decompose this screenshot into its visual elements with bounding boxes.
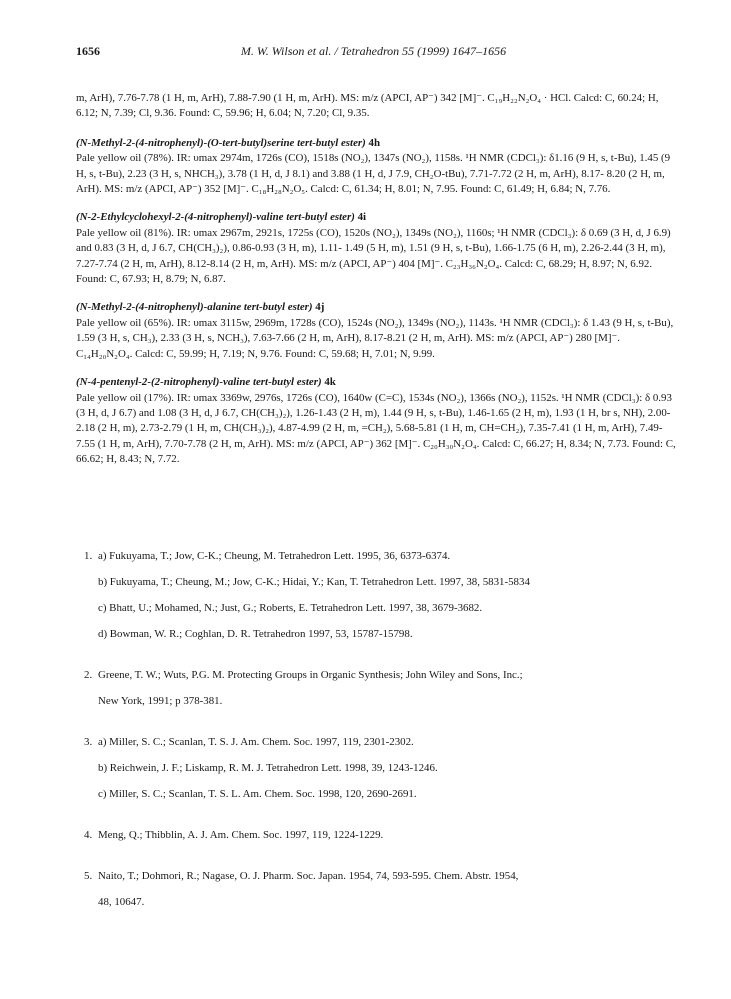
reference-1b: b) Fukuyama, T.; Cheung, M.; Jow, C-K.; Hidai, Y.; Kan, T. Tetrahedron Lett. 1997, 38, 5831-5834	[98, 576, 530, 588]
reference-3c: c) Miller, S. C.; Scanlan, T. S. L. Am. Chem. Soc. 1998, 120, 2690-2691.	[98, 788, 417, 800]
reference-number: 1.	[84, 550, 93, 562]
compound-label: 4k	[324, 376, 336, 389]
reference-1c: c) Bhatt, U.; Mohamed, N.; Just, G.; Roberts, E. Tetrahedron Lett. 1997, 38, 3679-3682.	[98, 602, 483, 614]
reference-3a: a) Miller, S. C.; Scanlan, T. S. J. Am. Chem. Soc. 1997, 119, 2301-2302.	[98, 736, 414, 748]
compound-label: 4i	[357, 211, 367, 224]
reference-2-line1: Greene, T. W.; Wuts, P.G. M. Protecting Groups in Organic Synthesis; John Wiley and Sons, Inc.;	[98, 669, 523, 681]
compound-data: Pale yellow oil (17%). IR: υmax 3369w, 2976s, 1726s (CO), 1640w (C=C), 1534s (NO₂), 1366s (NO₂), 1152s. ¹H NMR (CDCl₃): δ 0.93 (3 H, d, J 6.7) and 1.08 (3 H, d, J 6.7, CH(CH₃)₂), 1.26-1.43 (2 H, m), 1.44 (9 H, s, t-Bu), 1.46-1.65 (2 H, m), 1.93 (1 H, br s, NH), 2.00- 2.18 (2 H, m), 2.73-2.79 (1 H, m, CH(CH₃)₂), 4.87-4.99 (2 H, m, =CH₂), 5.68-5.81 (1 H, m, CH=CH₂), 7.35-7.41 (1 H, m, ArH), 7.49-7.55 (1 H, m, ArH), 7.70-7.78 (2 H, m, ArH). MS: m/z (APCI, AP⁻) 362 [M]⁻. C₂₀H₃₀N₂O₄. Calcd: C, 66.27; H, 8.34; N, 7.73. Found: C, 66.62; H, 8.43; N, 7.72.	[76, 391, 676, 466]
compound-title: (N-Methyl-2-(4-nitrophenyl)-alanine tert-butyl ester)	[76, 301, 313, 314]
compound-title: (N-4-pentenyl-2-(2-nitrophenyl)-valine tert-butyl ester)	[76, 376, 322, 389]
page-header	[76, 44, 671, 60]
reference-5-line2: 48, 10647.	[98, 896, 145, 908]
reference-5-line1: Naito, T.; Dohmori, R.; Nagase, O. J. Pharm. Soc. Japan. 1954, 74, 593-595. Chem. Abstr. 1954,	[98, 870, 519, 882]
reference-3b: b) Reichwein, J. F.; Liskamp, R. M. J. Tetrahedron Lett. 1998, 39, 1243-1246.	[98, 762, 438, 774]
experimental-section	[76, 91, 676, 481]
compound-label: 4h	[368, 136, 381, 149]
reference-number: 3.	[84, 736, 93, 748]
compound-entry-4i	[76, 210, 676, 287]
page-number: 1656	[76, 44, 100, 58]
compound-entry-4k	[76, 375, 676, 467]
compound-title: (N-Methyl-2-(4-nitrophenyl)-(O-tert-butyl)serine tert-butyl ester)	[76, 136, 366, 149]
compound-label: 4j	[315, 301, 325, 314]
reference-4	[84, 822, 684, 848]
continuation-paragraph: m, ArH), 7.76-7.78 (1 H, m, ArH), 7.88-7.90 (1 H, m, ArH). MS: m/z (APCI, AP⁻) 342 [M]⁻. C₁₉H₂₂N₂O₄ · HCl. Calcd: C, 60.24; H, 6.12; N, 7.39; Cl, 9.36. Found: C, 59.96; H, 6.04; N, 7.20; Cl, 9.35.	[76, 92, 659, 120]
reference-number: 5.	[84, 870, 93, 882]
compound-data: Pale yellow oil (81%). IR: υmax 2967m, 2921s, 1725s (CO), 1520s (NO₂), 1349s (NO₂), 1160s; ¹H NMR (CDCl₃): δ 0.69 (3 H, d, J 6.9) and 0.83 (3 H, d, J 6.7, CH(CH₃)₂), 0.86-0.93 (3 H, m), 1.11- 1.49 (5 H, m), 1.51 (9 H, s, t-Bu), 1.66-1.75 (6 H, m), 2.26-2.44 (3 H, m), 7.27-7.74 (2 H, m, ArH), 8.12-8.14 (2 H, m, ArH). MS: m/z (APCI, AP⁻) 404 [M]⁻. C₂₃H₃₆N₂O₄. Calcd: C, 68.29; H, 8.97; N, 6.92. Found: C, 67.93; H, 8.79; N, 6.87.	[76, 226, 671, 286]
references-list	[84, 543, 684, 930]
compound-entry-4h	[76, 136, 676, 198]
reference-number: 4.	[84, 829, 93, 841]
reference-1a: a) Fukuyama, T.; Jow, C-K.; Cheung, M. Tetrahedron Lett. 1995, 36, 6373-6374.	[98, 550, 451, 562]
compound-entry-4j	[76, 300, 676, 362]
reference-4-line1: Meng, Q.; Thibblin, A. J. Am. Chem. Soc. 1997, 119, 1224-1229.	[98, 829, 384, 841]
compound-title: (N-2-Ethylcyclohexyl-2-(4-nitrophenyl)-valine tert-butyl ester)	[76, 211, 355, 224]
reference-5	[84, 863, 684, 915]
reference-2	[84, 662, 684, 714]
reference-2-line2: New York, 1991; p 378-381.	[98, 695, 223, 707]
reference-1d: d) Bowman, W. R.; Coghlan, D. R. Tetrahedron 1997, 53, 15787-15798.	[98, 628, 413, 640]
running-title: M. W. Wilson et al. / Tetrahedron 55 (1999) 1647–1656	[240, 44, 507, 58]
compound-data: Pale yellow oil (65%). IR: υmax 3115w, 2969m, 1728s (CO), 1524s (NO₂), 1349s (NO₂), 1143s. ¹H NMR (CDCl₃): δ 1.43 (9 H, s, t-Bu), 1.59 (3 H, s, CH₃), 2.33 (3 H, s, NCH₃), 7.63-7.66 (2 H, m, ArH), 8.17-8.21 (2 H, m, ArH). MS: m/z (APCI, AP⁻) 280 [M]⁻. C₁₄H₂₀N₂O₄. Calcd: C, 59.99; H, 7.19; N, 9.76. Found: C, 59.68; H, 7.01; N, 9.99.	[76, 316, 674, 360]
compound-data: Pale yellow oil (78%). IR: υmax 2974m, 1726s (CO), 1518s (NO₂), 1347s (NO₂), 1158s. ¹H NMR (CDCl₃): δ1.16 (9 H, s, t-Bu), 1.45 (9 H, s, t-Bu), 2.23 (3 H, s, NHCH₃), 3.78 (1 H, d, J 8.1) and 3.88 (1 H, d, J 7.9, CH₂O-tBu), 7.71-7.72 (2 H, m, ArH), 8.17- 8.20 (2 H, m, ArH). MS: m/z (APCI, AP⁻) 352 [M]⁻. C₁₈H₂₈N₂O₅. Calcd: C, 61.34; H, 8.01; N, 7.95. Found: C, 61.49; H, 6.84; N, 7.76.	[76, 152, 671, 196]
reference-1	[84, 543, 684, 647]
reference-3	[84, 729, 684, 807]
reference-number: 2.	[84, 669, 93, 681]
